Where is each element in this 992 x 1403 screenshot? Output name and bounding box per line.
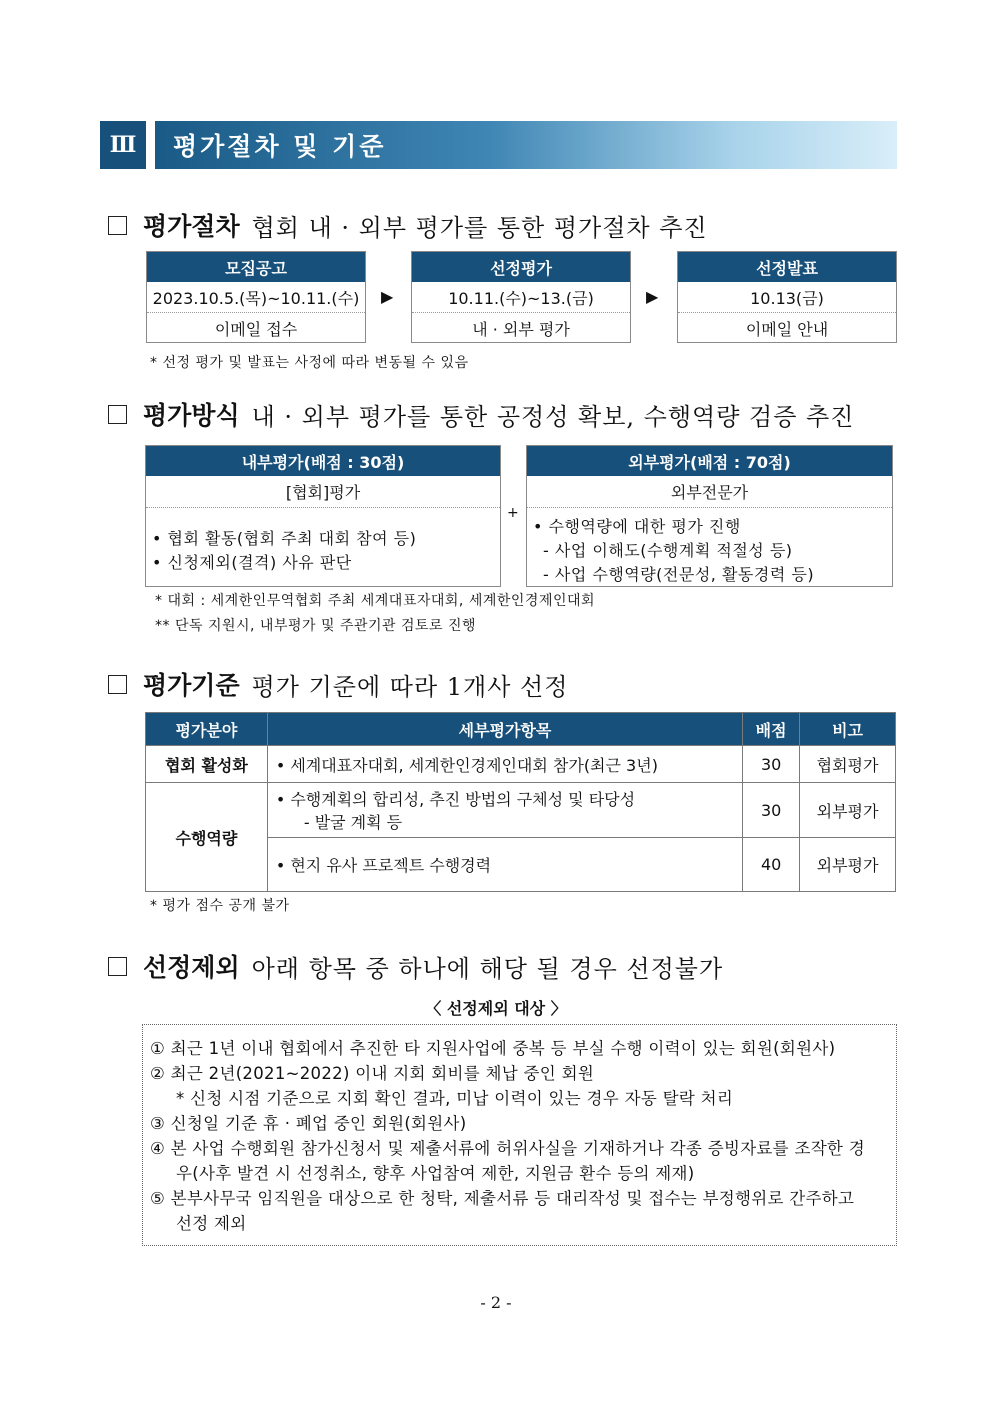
external-eval-box bbox=[526, 445, 893, 587]
step-date: 10.13(금) bbox=[678, 282, 896, 313]
score-cell: 30 bbox=[743, 783, 800, 838]
internal-eval-box bbox=[145, 445, 501, 587]
checkbox-square-icon bbox=[108, 675, 127, 694]
external-eval-sub: 외부전문가 bbox=[527, 476, 892, 508]
checkbox-square-icon bbox=[108, 957, 127, 976]
checkbox-square-icon bbox=[108, 216, 127, 235]
exclusion-heading bbox=[108, 948, 723, 984]
exclusion-item-cont: 우(사후 발견 시 선정취소, 향후 사업참여 제한, 지원금 환수 등의 제재) bbox=[176, 1164, 695, 1183]
column-header: 세부평가항목 bbox=[267, 713, 742, 746]
procedure-note: * 선정 평가 및 발표는 사정에 따라 변동될 수 있음 bbox=[150, 355, 469, 371]
section-number: Ⅲ bbox=[100, 121, 146, 169]
exclusion-subtitle: 〈 선정제외 대상 〉 bbox=[425, 999, 567, 1018]
exclusion-item: ④ 본 사업 수행회원 참가신청서 및 제출서류에 허위사실을 기재하거나 각종 증빙자료를 조작한 경 bbox=[150, 1139, 865, 1158]
score-cell: 30 bbox=[743, 746, 800, 783]
method-heading bbox=[108, 396, 854, 432]
procedure-key: 평가절차 bbox=[143, 212, 240, 241]
step-detail: 이메일 안내 bbox=[745, 319, 829, 339]
step-title: 모집공고 bbox=[147, 252, 365, 282]
score-cell: 40 bbox=[743, 838, 800, 892]
criteria-key: 평가기준 bbox=[143, 671, 240, 700]
remark-cell: 외부평가 bbox=[800, 838, 896, 892]
checkbox-square-icon bbox=[108, 405, 127, 424]
item-cell bbox=[267, 783, 742, 838]
method-key: 평가방식 bbox=[143, 401, 240, 430]
item-cell: • 세계대표자대회, 세계한인경제인대회 참가(최근 3년) bbox=[267, 746, 742, 783]
external-eval-line: - 사업 이해도(수행계획 적절성 등) bbox=[543, 541, 793, 560]
external-eval-line: - 사업 수행역량(전문성, 활동경력 등) bbox=[543, 565, 815, 584]
table-row bbox=[146, 783, 896, 838]
criteria-note: * 평가 점수 공개 불가 bbox=[150, 898, 290, 914]
criteria-heading bbox=[108, 666, 568, 702]
internal-eval-sub: [협회]평가 bbox=[146, 476, 500, 508]
internal-eval-line: • 신청제외(결격) 사유 판단 bbox=[152, 553, 352, 572]
internal-eval-header: 내부평가(배점 : 30점) bbox=[146, 446, 500, 476]
table-header-row bbox=[146, 713, 896, 746]
procedure-heading bbox=[108, 207, 708, 243]
exclusion-item: ③ 신청일 기준 휴 · 폐업 중인 회원(회원사) bbox=[150, 1114, 467, 1133]
column-header: 배점 bbox=[743, 713, 800, 746]
step-detail: 내 · 외부 평가 bbox=[472, 319, 570, 339]
exclusion-item: ⑤ 본부사무국 임직원을 대상으로 한 청탁, 제출서류 등 대리작성 및 접수는 부정행위로 간주하고 bbox=[150, 1189, 855, 1208]
plus-sign: + bbox=[507, 505, 519, 521]
arrow-right-icon: ▶ bbox=[381, 287, 394, 306]
criteria-table bbox=[145, 712, 896, 892]
step-date: 10.11.(수)~13.(금) bbox=[412, 282, 630, 313]
exclusion-item: ① 최근 1년 이내 협회에서 추진한 타 지원사업에 중복 등 부실 수행 이력이 있는 회원(회원사) bbox=[150, 1039, 836, 1058]
column-header: 평가분야 bbox=[146, 713, 268, 746]
step-detail: 이메일 접수 bbox=[214, 319, 298, 339]
exclusion-desc: 아래 항목 중 하나에 해당 될 경우 선정불가 bbox=[251, 954, 724, 983]
exclusion-key: 선정제외 bbox=[143, 953, 240, 982]
remark-cell: 협회평가 bbox=[800, 746, 896, 783]
criteria-desc: 평가 기준에 따라 1개사 선정 bbox=[251, 672, 569, 701]
external-eval-header: 외부평가(배점 : 70점) bbox=[527, 446, 892, 476]
page-number: - 2 - bbox=[480, 1293, 512, 1312]
internal-eval-line: • 협회 활동(협회 주최 대회 참여 등) bbox=[152, 529, 417, 548]
column-header: 비고 bbox=[800, 713, 896, 746]
arrow-right-icon: ▶ bbox=[646, 287, 659, 306]
section-title: 평가절차 및 기준 bbox=[155, 121, 897, 169]
exclusion-item: ② 최근 2년(2021~2022) 이내 지회 회비를 체납 중인 회원 bbox=[150, 1064, 595, 1083]
process-step-2 bbox=[411, 251, 631, 343]
step-date: 2023.10.5.(목)~10.11.(수) bbox=[147, 282, 365, 313]
step-title: 선정평가 bbox=[412, 252, 630, 282]
process-step-3 bbox=[677, 251, 897, 343]
exclusion-subnote: * 신청 시점 기준으로 지회 확인 결과, 미납 이력이 있는 경우 자동 탈락 처리 bbox=[176, 1089, 734, 1108]
method-note-2: ** 단독 지원시, 내부평가 및 주관기관 검토로 진행 bbox=[155, 618, 477, 634]
remark-cell: 외부평가 bbox=[800, 783, 896, 838]
item-cell: • 현지 유사 프로젝트 수행경력 bbox=[267, 838, 742, 892]
process-step-1 bbox=[146, 251, 366, 343]
method-desc: 내 · 외부 평가를 통한 공정성 확보, 수행역량 검증 추진 bbox=[251, 402, 855, 431]
table-row bbox=[146, 746, 896, 783]
item-line: • 수행계획의 합리성, 추진 방법의 구체성 및 타당성 bbox=[275, 790, 636, 809]
external-eval-line: • 수행역량에 대한 평가 진행 bbox=[533, 517, 741, 536]
area-cell: 수행역량 bbox=[146, 783, 268, 892]
exclusion-item-cont: 선정 제외 bbox=[176, 1214, 247, 1233]
procedure-desc: 협회 내 · 외부 평가를 통한 평가절차 추진 bbox=[251, 213, 708, 242]
area-cell: 협회 활성화 bbox=[146, 746, 268, 783]
method-note-1: * 대회 : 세계한인무역협회 주최 세계대표자대회, 세계한인경제인대회 bbox=[155, 593, 596, 609]
step-title: 선정발표 bbox=[678, 252, 896, 282]
item-subline: - 발굴 계획 등 bbox=[303, 813, 403, 832]
